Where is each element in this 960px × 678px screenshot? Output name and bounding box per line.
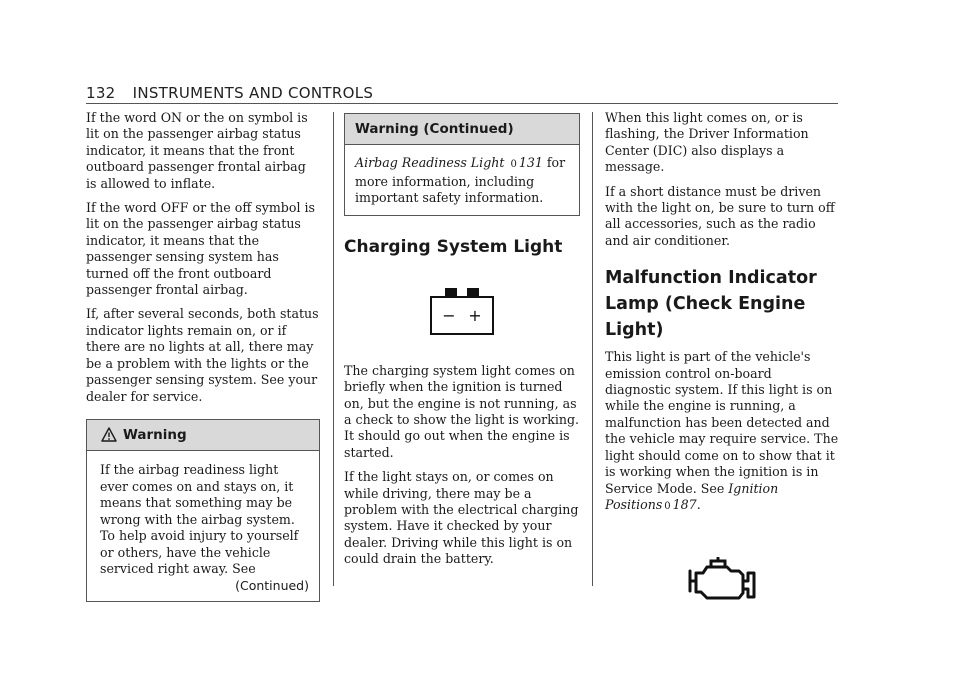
paragraph: The charging system light comes on briefly when the ignition is turned on, but the engine is not running, as a check to show the light is working. It should go out when the engine is started. [344,362,580,460]
page-header [86,84,838,102]
paragraph-text: This light is part of the vehicle's emission control on-board diagnostic system. If this light is on while the engine is running, a malfunction has been detected and the vehicle may require service. The light should come on to show that it is working when the ignition is in Service Mode. See [605,349,839,496]
page-ref-arrow: 0 [510,159,517,170]
xref-page[interactable]: 187 [672,496,697,512]
xref-page[interactable]: 131 [518,155,543,170]
warning-body [345,145,579,215]
warning-box-continued [344,113,580,216]
section-title: INSTRUMENTS AND CONTROLS [132,84,374,102]
header-rule [86,103,838,104]
battery-icon-wrap [344,287,580,337]
page-ref-arrow: 0 [664,500,671,512]
page-number: 132 [86,84,116,102]
column-divider-1 [333,112,334,586]
warning-box [86,419,320,602]
warning-header: Warning (Continued) [345,114,579,145]
warning-title: Warning [123,426,187,443]
section-heading: Malfunction Indicator Lamp (Check Engine Light) [605,268,817,341]
column-3 [605,110,839,603]
column-divider-2 [592,112,593,586]
paragraph: If, after several seconds, both status indicator lights remain on, or if there are no lights at all, there may be a problem with the lights or the passenger sensing system. See your dealer for service. [86,306,319,404]
paragraph: If the light stays on, or comes on while driving, there may be a problem with the electrical charging system. Have it checked by your dealer. Driving while this light is on could drain the battery. [344,469,579,567]
paragraph: If the word ON or the on symbol is lit on the passenger airbag status indicator, it means that the front outboard passenger frontal airbag is allowed to inflate. [86,110,308,191]
section-heading: Charging System Light [344,236,563,257]
column-2 [344,110,580,576]
battery-minus: − [442,305,456,325]
xref-link[interactable]: Airbag Readiness Light [355,155,505,170]
warning-text: If the airbag readiness light ever comes on and stays on, it means that something may be wrong with the airbag system. To help avoid injury to yourself or others, have the vehicle serviced right away. See [100,461,299,577]
check-engine-icon [687,557,757,603]
warning-header [87,420,319,451]
xref-link[interactable]: Ignition Positions [605,480,779,512]
battery-icon [429,287,495,337]
paragraph: If the word OFF or the off symbol is lit on the passenger airbag status indicator, it means that the passenger sensing system has turned off the front outboard passenger frontal airbag. [86,200,315,298]
check-engine-icon-wrap [605,557,839,603]
warning-text: for more information, including important safety information. [355,155,566,206]
battery-plus: + [468,305,482,325]
continued-label: (Continued) [235,578,309,594]
paragraph: When this light comes on, or is flashing, the Driver Information Center (DIC) also displays a message. [605,110,809,175]
column-1 [86,110,320,602]
paragraph: If a short distance must be driven with the light on, be sure to turn off all accessories, such as the radio and air conditioner. [605,183,835,248]
warning-body [87,451,319,601]
paragraph-end: . [696,496,701,512]
paragraph [605,349,839,515]
warning-triangle-icon [101,423,117,453]
